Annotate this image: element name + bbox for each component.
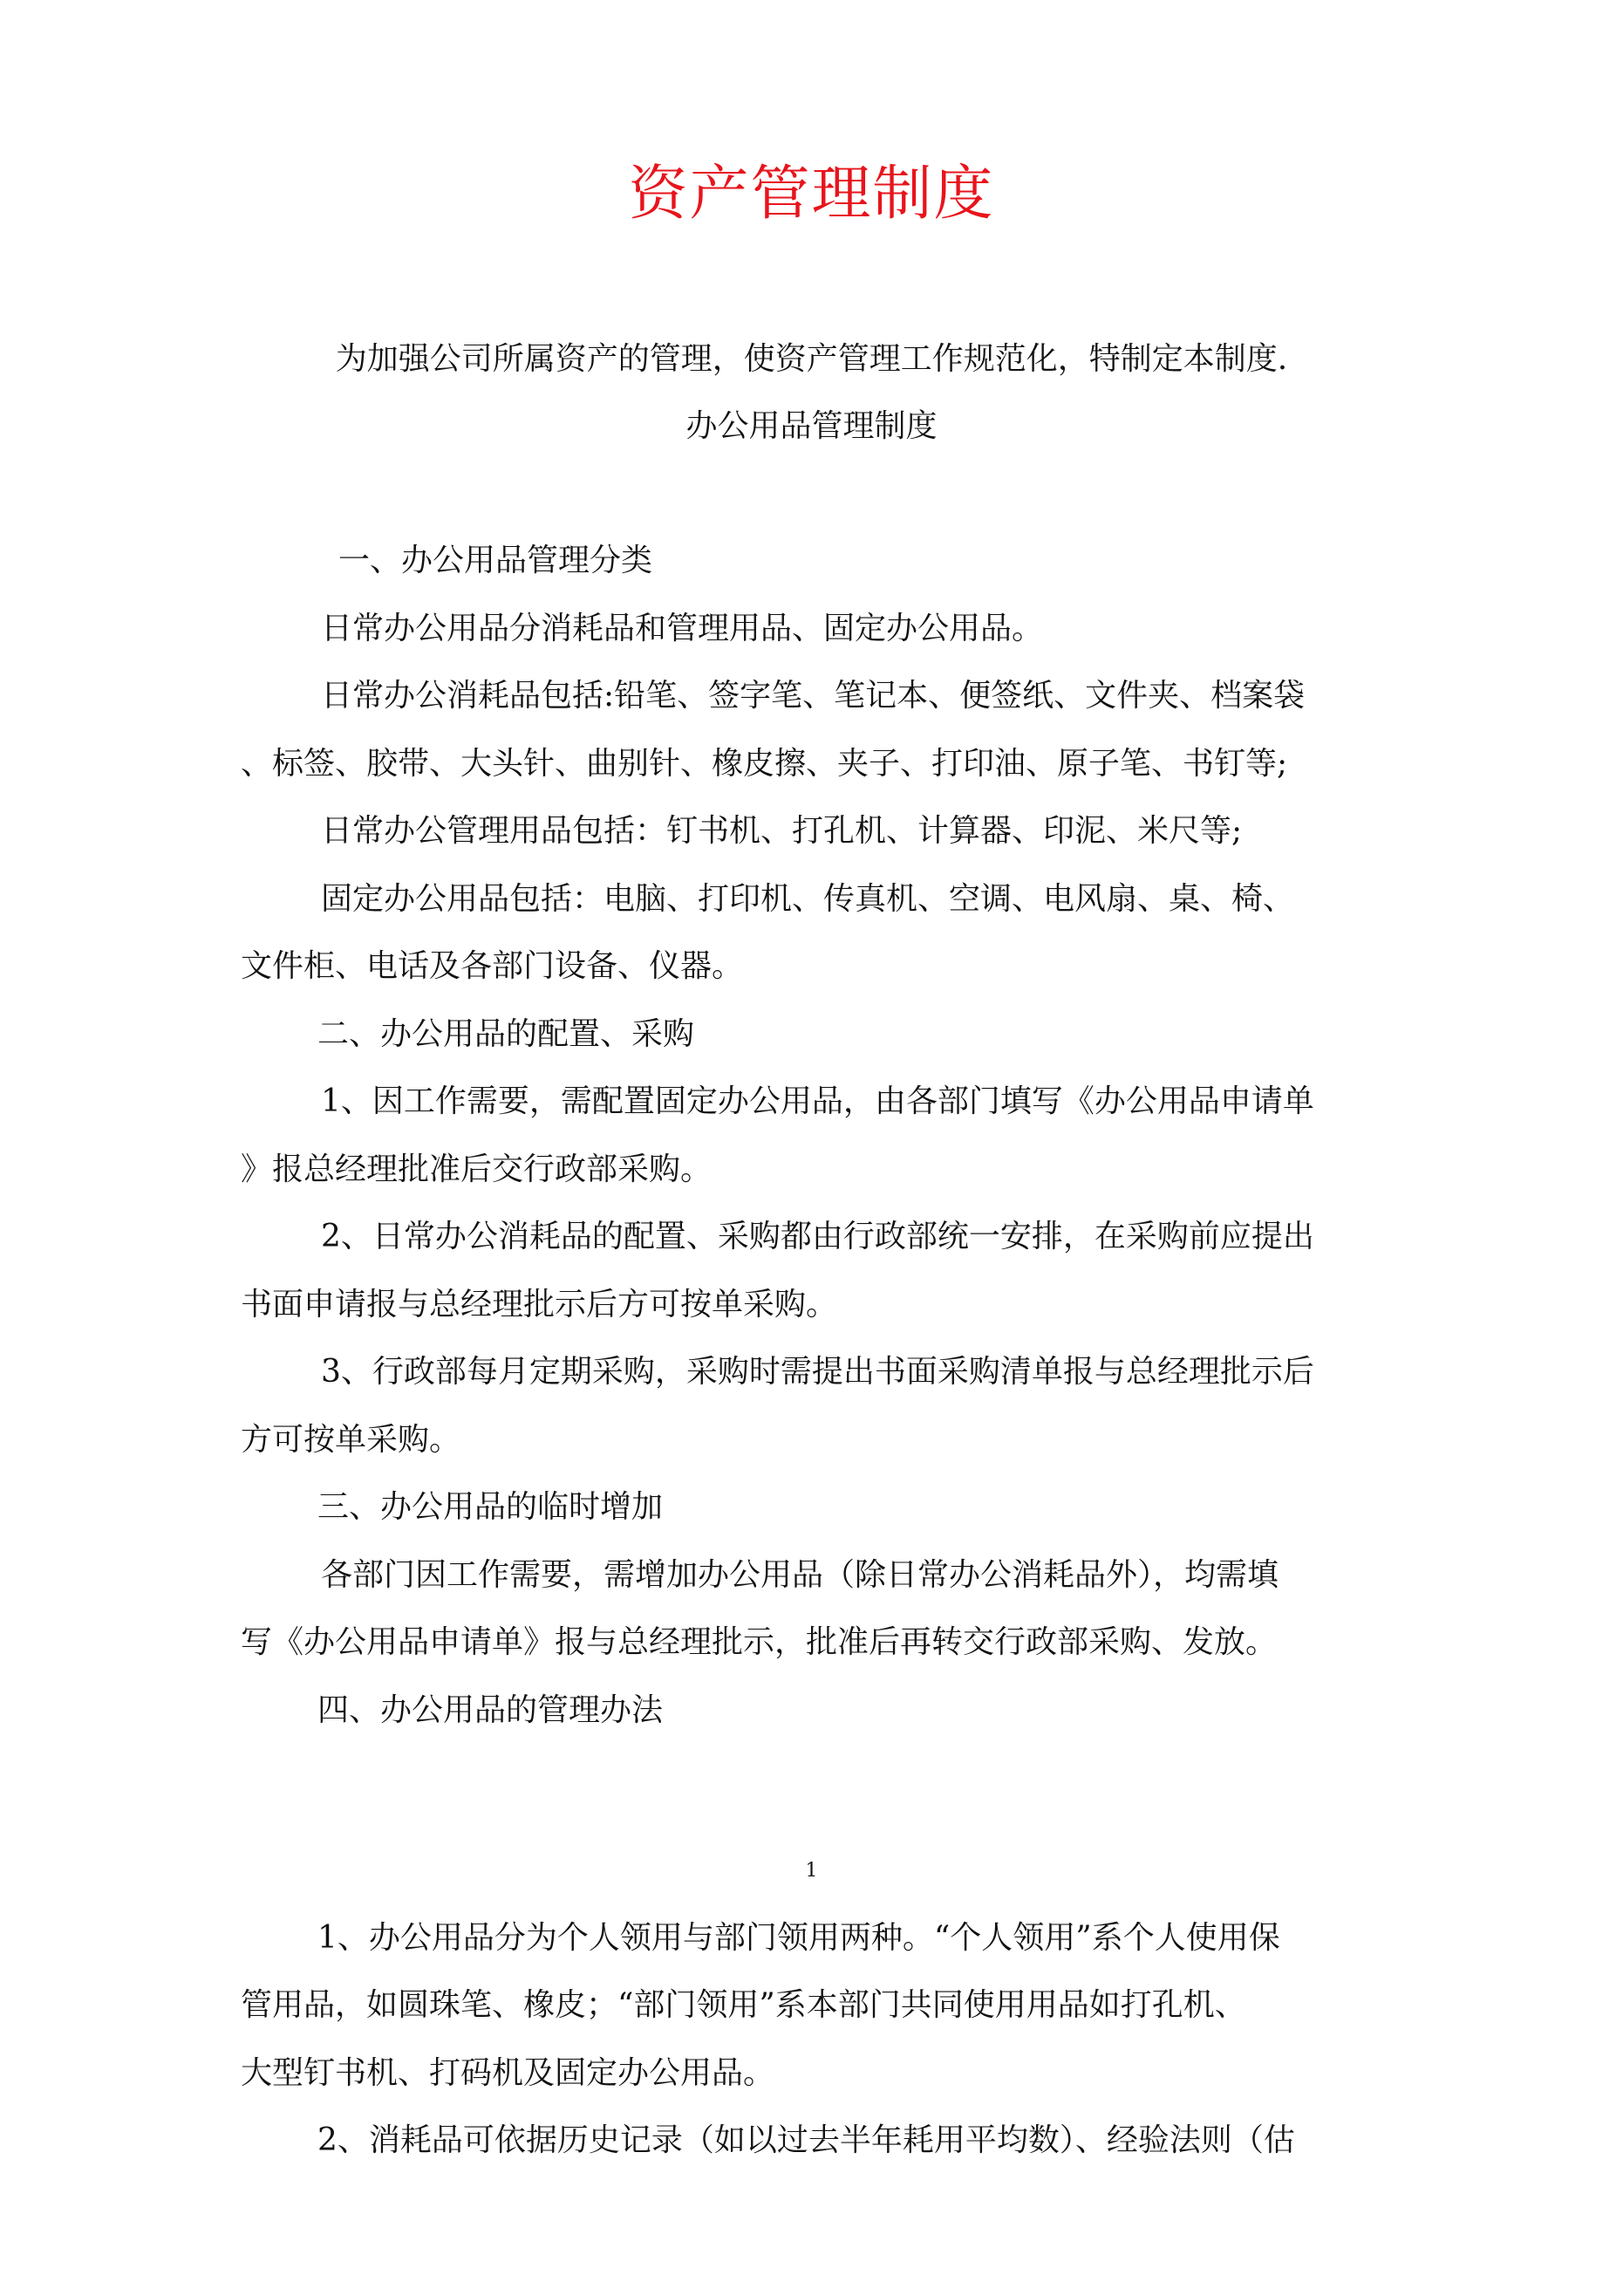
section-subtitle: 办公用品管理制度 (685, 408, 938, 444)
paragraph-line: 2、日常办公消耗品的配置、采购都由行政部统一安排，在采购前应提出 (321, 1219, 1314, 1254)
paragraph-line: 写《办公用品申请单》报与总经理批示，批准后再转交行政部采购、发放。 (241, 1624, 1278, 1660)
paragraph-line: 3、行政部每月定期采购，采购时需提出书面采购清单报与总经理批示后 (321, 1354, 1314, 1390)
paragraph-line: 1、因工作需要，需配置固定办公用品，由各部门填写《办公用品申请单 (321, 1083, 1314, 1119)
paragraph-line: 固定办公用品包括：电脑、打印机、传真机、空调、电风扇、桌、椅、 (321, 881, 1295, 917)
paragraph-line: 2、消耗品可依据历史记录（如以过去半年耗用平均数）、经验法则（估 (317, 2122, 1295, 2158)
paragraph-line: 、标签、胶带、大头针、曲别针、橡皮擦、夹子、打印油、原子笔、书钉等; (241, 746, 1288, 782)
heading-2: 二、办公用品的配置、采购 (317, 1016, 695, 1052)
paragraph-line: 方可按单采购。 (241, 1422, 461, 1458)
paragraph-line: 管用品，如圆珠笔、橡皮；“部门领用”系本部门共同使用用品如打孔机、 (241, 1987, 1246, 2023)
paragraph-line: 各部门因工作需要，需增加办公用品（除日常办公消耗品外），均需填 (321, 1557, 1279, 1593)
paragraph-line: 文件柜、电话及各部门设备、仪器。 (241, 948, 744, 984)
heading-4: 四、办公用品的管理办法 (317, 1692, 664, 1728)
paragraph-line: 日常办公用品分消耗品和管理用品、固定办公用品。 (321, 611, 1044, 646)
paragraph-line: 日常办公管理用品包括：钉书机、打孔机、计算器、印泥、米尺等; (321, 813, 1243, 849)
heading-1: 一、办公用品管理分类 (338, 543, 653, 578)
intro-paragraph: 为加强公司所属资产的管理，使资产管理工作规范化，特制定本制度. (335, 341, 1288, 377)
document-title: 资产管理制度 (628, 160, 995, 229)
paragraph-line: 大型钉书机、打码机及固定办公用品。 (241, 2055, 775, 2091)
paragraph-line: 1、办公用品分为个人领用与部门领用两种。“个人领用”系个人使用保 (317, 1920, 1280, 1956)
page-number: 1 (805, 1860, 818, 1882)
paragraph-line: 》报总经理批准后交行政部采购。 (241, 1151, 713, 1187)
paragraph-line: 日常办公消耗品包括:铅笔、签字笔、笔记本、便签纸、文件夹、档案袋 (321, 678, 1306, 714)
heading-3: 三、办公用品的临时增加 (317, 1489, 664, 1525)
paragraph-line: 书面申请报与总经理批示后方可按单采购。 (241, 1287, 838, 1322)
